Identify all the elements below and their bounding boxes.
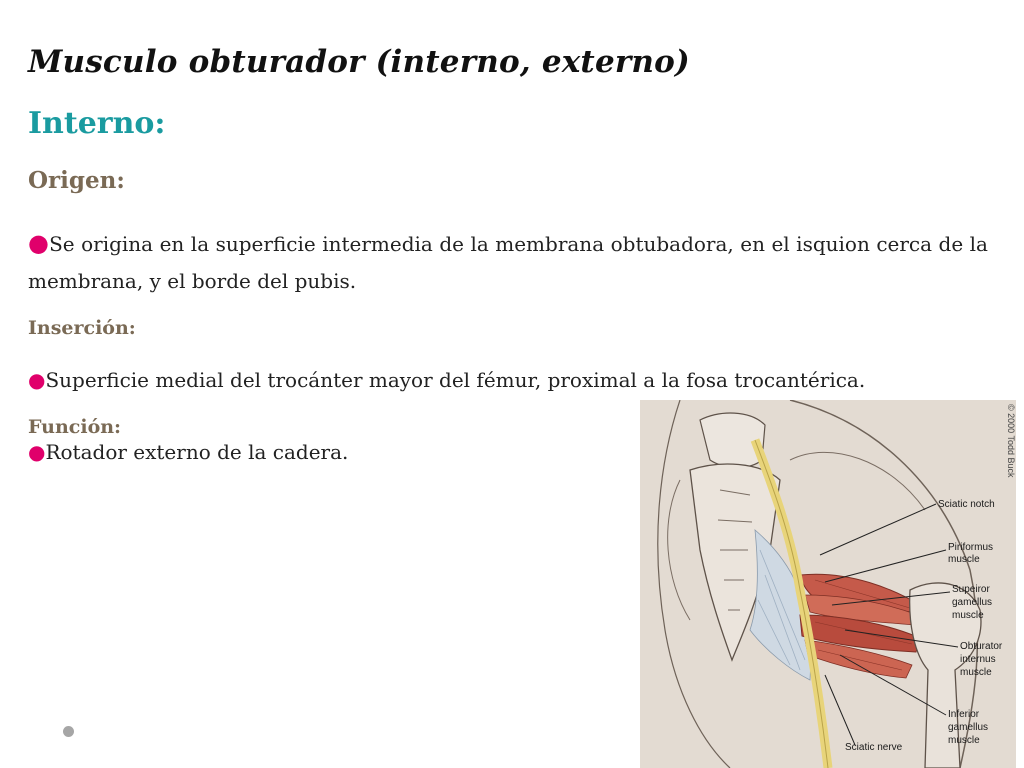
funcion-label: Función: bbox=[28, 416, 122, 438]
label-superior-gemellus-2: gamellus bbox=[952, 597, 993, 608]
origen-text: Se origina en la superficie intermedia de la membrana obtubadora, en el isquion cerca de la membrana, y el borde del pubis. bbox=[28, 232, 988, 293]
section-subtitle: Interno: bbox=[28, 106, 166, 141]
slide-title: Musculo obturador (interno, externo) bbox=[28, 44, 690, 80]
label-superior-gemellus-3: muscle bbox=[952, 610, 984, 621]
label-inferior-gemellus-2: gamellus bbox=[948, 722, 989, 733]
origen-label: Origen: bbox=[28, 167, 125, 194]
label-piriformis-2: muscle bbox=[948, 554, 980, 565]
label-sciatic-nerve: Sciatic nerve bbox=[845, 742, 903, 753]
funcion-text: Rotador externo de la cadera. bbox=[45, 440, 349, 464]
origen-paragraph bbox=[28, 225, 988, 300]
label-obturator-3: muscle bbox=[960, 667, 992, 678]
bullet-icon: ● bbox=[28, 229, 50, 257]
label-superior-gemellus-1: Supeiror bbox=[952, 584, 990, 595]
anatomy-illustration bbox=[640, 400, 1016, 768]
label-sciatic-notch: Sciatic notch bbox=[938, 499, 995, 510]
anatomy-drawing bbox=[640, 400, 1016, 768]
bullet-icon: ● bbox=[28, 440, 46, 464]
label-obturator-2: internus bbox=[960, 654, 996, 665]
copyright-text: © 2000 Todd Buck bbox=[1006, 404, 1016, 478]
label-inferior-gemellus-1: Inferior bbox=[948, 709, 980, 720]
funcion-paragraph bbox=[28, 434, 348, 471]
slide-dot-icon bbox=[63, 726, 74, 737]
insercion-label: Inserción: bbox=[28, 317, 136, 339]
insercion-text: Superficie medial del trocánter mayor del fémur, proximal a la fosa trocantérica. bbox=[45, 368, 866, 392]
label-inferior-gemellus-3: muscle bbox=[948, 735, 980, 746]
insercion-paragraph bbox=[28, 362, 865, 399]
label-piriformis-1: Piriformus bbox=[948, 542, 994, 553]
label-obturator-1: Obturator bbox=[960, 641, 1003, 652]
bullet-icon: ● bbox=[28, 368, 46, 392]
